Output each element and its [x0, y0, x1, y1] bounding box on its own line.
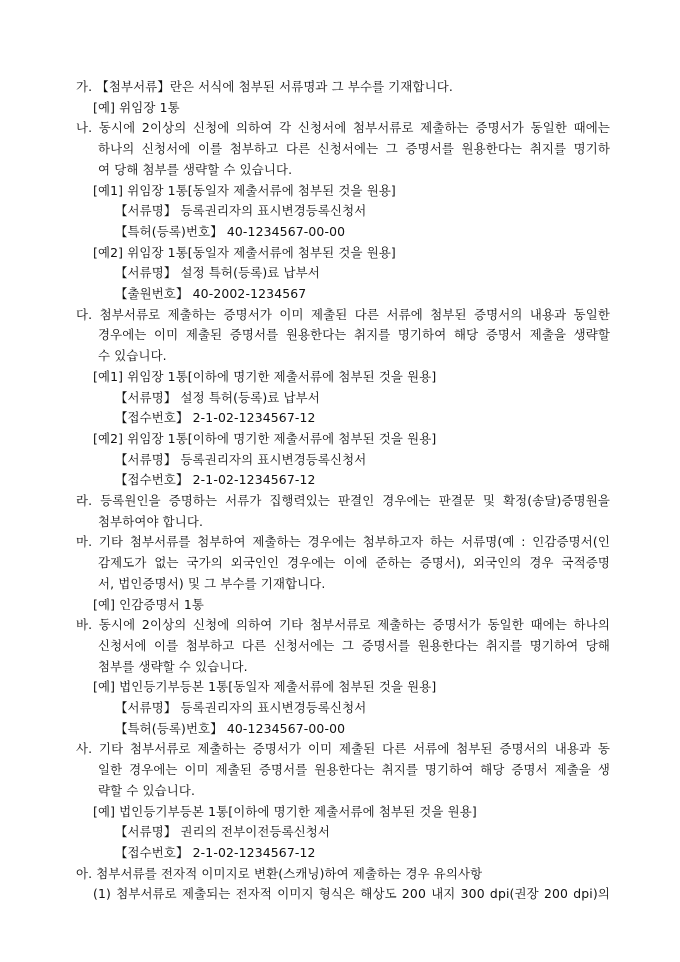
text-line: 【특허(등록)번호】 40-1234567-00-00 — [115, 720, 346, 736]
text-line: [예] 인감증명서 1통 — [93, 596, 205, 612]
text-line: [예2] 위임장 1통[동일자 제출서류에 첨부된 것을 원용] — [93, 244, 396, 260]
text-line: 【특허(등록)번호】 40-1234567-00-00 — [115, 223, 346, 239]
text-line: 감제도가 없는 국가의 외국인인 경우에는 이에 준하는 증명서), 외국인의 경우 국적증명 — [98, 555, 610, 571]
text-line: 가. 【첨부서류】란은 서식에 첨부된 서류명과 그 부수를 기재합니다. — [76, 79, 453, 94]
text-line: 다. 첨부서류로 제출하는 증명서가 이미 제출된 다른 서류에 첨부된 증명서의 내용과 동일한 — [76, 306, 610, 322]
text-line: 여 당해 첨부를 생략할 수 있습니다. — [98, 161, 293, 177]
text-line: 서, 법인증명서) 및 그 부수를 기재합니다. — [98, 575, 326, 591]
text-line: 【서류명】 등록권리자의 표시변경등록신청서 — [115, 203, 367, 219]
text-line: 【서류명】 등록권리자의 표시변경등록신청서 — [115, 451, 367, 467]
text-line: 【서류명】 설정 특허(등록)료 납부서 — [115, 265, 320, 281]
text-line: 【접수번호】 2-1-02-1234567-12 — [115, 472, 316, 488]
text-line: 경우에는 이미 제출된 증명서를 원용한다는 취지를 명기하여 해당 증명서 제출을 생략할 — [98, 327, 610, 343]
text-line: (1) 첨부서류로 제출되는 전자적 이미지 형식은 해상도 200 내지 300 dpi(권장 200 dpi)의 — [93, 886, 610, 902]
text-line: 사. 기타 첨부서류로 제출하는 증명서가 이미 제출된 다른 서류에 첨부된 증명서의 내용과 동 — [76, 741, 610, 757]
text-line: [예] 법인등기부등본 1통[동일자 제출서류에 첨부된 것을 원용] — [93, 679, 437, 695]
text-line: 첨부를 생략할 수 있습니다. — [98, 658, 248, 674]
text-line: [예] 법인등기부등본 1통[이하에 명기한 제출서류에 첨부된 것을 원용] — [93, 803, 477, 819]
text-line: 수 있습니다. — [98, 348, 167, 364]
text-line: 략할 수 있습니다. — [98, 782, 196, 798]
text-line: [예2] 위임장 1통[이하에 명기한 제출서류에 첨부된 것을 원용] — [93, 430, 437, 446]
text-line: 【서류명】 설정 특허(등록)료 납부서 — [115, 389, 320, 405]
text-line: [예1] 위임장 1통[동일자 제출서류에 첨부된 것을 원용] — [93, 182, 396, 198]
text-line: 【접수번호】 2-1-02-1234567-12 — [115, 844, 316, 860]
text-line: 신청서에 이를 첨부하고 다른 신청서에는 그 증명서를 원용한다는 취지를 명기하여 당해 — [98, 637, 610, 653]
text-line: 첨부하여야 합니다. — [98, 513, 204, 529]
text-line: 바. 동시에 2이상의 신청에 의하여 기타 첨부서류로 제출하는 증명서가 동일한 때에는 하나의 — [76, 617, 610, 633]
text-line: [예1] 위임장 1통[이하에 명기한 제출서류에 첨부된 것을 원용] — [93, 368, 437, 384]
text-line: 마. 기타 첨부서류를 첨부하여 제출하는 경우에는 첨부하고자 하는 서류명(예 : 인감증명서(인 — [76, 534, 610, 550]
text-line: 아. 첨부서류를 전자적 이미지로 변환(스캐닝)하여 제출하는 경우 유의사항 — [76, 865, 483, 881]
text-line: 【서류명】 등록권리자의 표시변경등록신청서 — [115, 700, 367, 715]
text-line: 하나의 신청서에 이를 첨부하고 다른 신청서에는 그 증명서를 원용한다는 취지를 명기하 — [98, 141, 610, 157]
text-line: 【접수번호】 2-1-02-1234567-12 — [115, 410, 316, 426]
text-line: 【서류명】 권리의 전부이전등록신청서 — [115, 824, 331, 840]
text-line: 나. 동시에 2이상의 신청에 의하여 각 신청서에 첨부서류로 제출하는 증명서가 동일한 때에는 — [76, 120, 610, 136]
text-line: 【출원번호】 40-2002-1234567 — [115, 286, 307, 301]
text-line: 라. 등록원인을 증명하는 서류가 집행력있는 판결인 경우에는 판결문 및 확정(송달)증명원을 — [76, 493, 610, 508]
text-line: 일한 경우에는 이미 제출된 증명서를 원용한다는 취지를 명기하여 해당 증명서 제출을 생 — [98, 762, 610, 778]
text-line: [예] 위임장 1통 — [93, 99, 180, 115]
